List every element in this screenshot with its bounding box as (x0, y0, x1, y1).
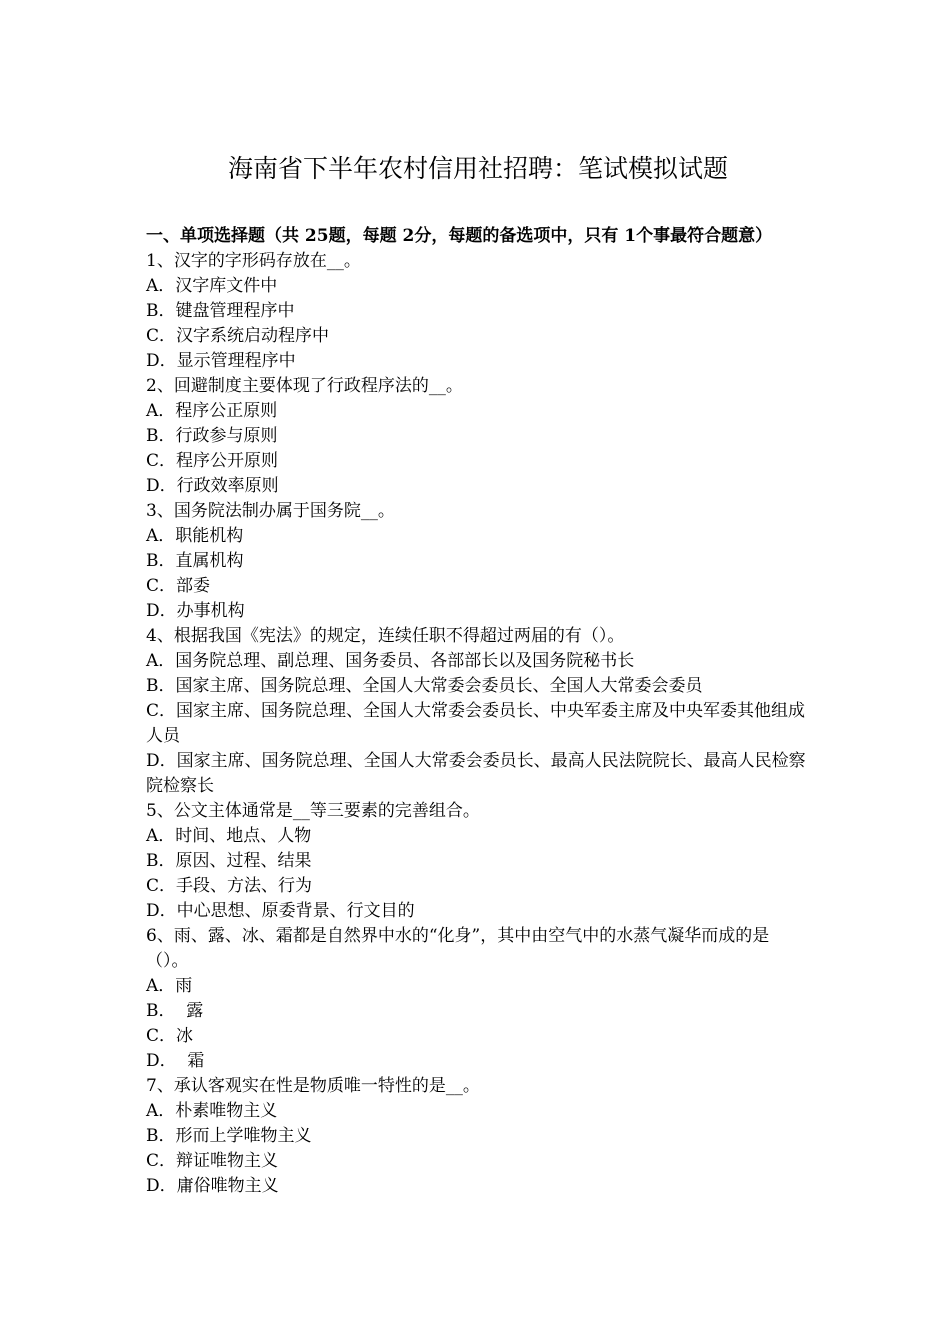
answer-option: A．职能机构 (146, 526, 244, 546)
answer-option: B．行政参与原则 (146, 426, 278, 446)
answer-option: C．部委 (146, 576, 211, 596)
section-heading: 一、单项选择题（共 25题，每题 2分，每题的备选项中，只有 1个事最符合题意） (146, 226, 773, 246)
answer-option: B．形而上学唯物主义 (146, 1126, 312, 1146)
document-title: 海南省下半年农村信用社招聘：笔试模拟试题 (227, 154, 728, 183)
answer-option: C．程序公开原则 (146, 451, 279, 471)
question-stem: 4、根据我国《宪法》的规定，连续任职不得超过两届的有（）。 (146, 626, 625, 646)
answer-option: D．办事机构 (146, 601, 245, 621)
answer-option: D．中心思想、原委背景、行文目的 (146, 901, 415, 921)
answer-option: C．辩证唯物主义 (146, 1151, 279, 1171)
answer-option: D．行政效率原则 (146, 476, 279, 496)
answer-option: D． 霜 (146, 1051, 205, 1071)
question-list (146, 249, 810, 1199)
answer-option: B．原因、过程、结果 (146, 851, 312, 871)
answer-option: D．显示管理程序中 (146, 351, 296, 371)
answer-option: A．汉字库文件中 (146, 276, 278, 296)
question-stem: 6、雨、露、冰、霜都是自然界中水的“化身”，其中由空气中的水蒸气凝华而成的是（）。 (146, 926, 770, 971)
answer-option: A．朴素唯物主义 (146, 1101, 278, 1121)
question-stem: 2、回避制度主要体现了行政程序法的__。 (146, 376, 463, 396)
answer-option: B． 露 (146, 1001, 204, 1021)
answer-option: A．时间、地点、人物 (146, 826, 312, 846)
answer-option: D．庸俗唯物主义 (146, 1176, 279, 1196)
answer-option: A．国务院总理、副总理、国务委员、各部部长以及国务院秘书长 (146, 651, 635, 671)
answer-option: B．国家主席、国务院总理、全国人大常委会委员长、全国人大常委会委员 (146, 676, 703, 696)
answer-option: B．直属机构 (146, 551, 244, 571)
question-stem: 1、汉字的字形码存放在__。 (146, 251, 361, 271)
answer-option: A．雨 (146, 976, 193, 996)
answer-option: A．程序公正原则 (146, 401, 278, 421)
answer-option: C．汉字系统启动程序中 (146, 326, 330, 346)
answer-option: D．国家主席、国务院总理、全国人大常委会委员长、最高人民法院院长、最高人民检察院检察长 (146, 751, 806, 796)
question-stem: 3、国务院法制办属于国务院__。 (146, 501, 395, 521)
answer-option: B．键盘管理程序中 (146, 301, 295, 321)
answer-option: C．国家主席、国务院总理、全国人大常委会委员长、中央军委主席及中央军委其他组成人员 (146, 701, 806, 746)
question-stem: 5、公文主体通常是__等三要素的完善组合。 (146, 801, 480, 821)
question-stem: 7、承认客观实在性是物质唯一特性的是__。 (146, 1076, 480, 1096)
answer-option: C．冰 (146, 1026, 194, 1046)
answer-option: C．手段、方法、行为 (146, 876, 313, 896)
